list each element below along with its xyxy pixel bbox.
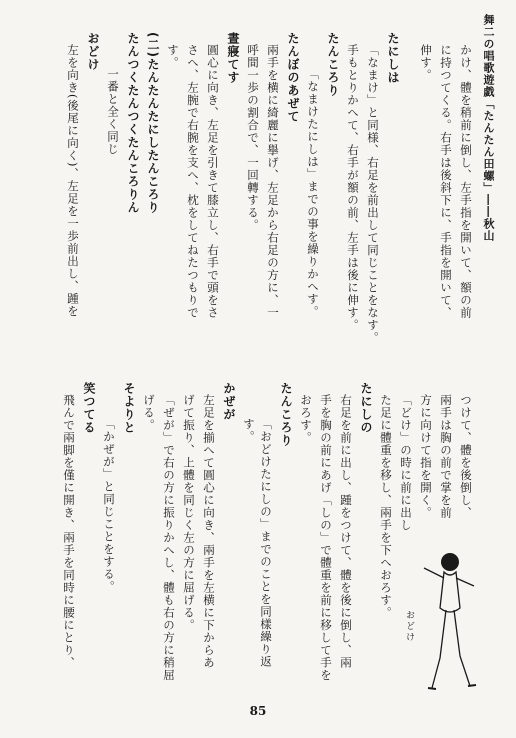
- lower-text-column: おろす。: [299, 394, 313, 444]
- upper-step-heading: たんころり: [326, 32, 340, 97]
- lower-text-column: た足に體重を移し、兩手を下へおろす。: [379, 394, 393, 619]
- upper-text-column: さへ、左腕で右腕を支へ、枕をしてねたつもりで: [186, 44, 200, 319]
- upper-text-column: 伸す。: [419, 44, 433, 82]
- running-head: 舞二の唱歌遊戯「たんたん田螺」――秋山: [482, 14, 495, 242]
- lower-text-column: 「ぜが」で右の方に振りかへし、體も右の方に稍屈: [162, 394, 176, 682]
- lower-step-heading: 笑つてる: [82, 382, 96, 434]
- upper-step-heading: (二)たんたんたにしたんころり: [146, 32, 160, 214]
- lower-text-column: つけて、體を後倒し、: [459, 394, 473, 519]
- upper-text-column: す。: [166, 44, 180, 69]
- lower-step-heading: たにしの: [359, 382, 373, 434]
- lower-text-column: 「かぜが」と同じことをする。: [102, 418, 116, 593]
- page-number: 85: [249, 704, 267, 718]
- upper-text-column: 呼間一歩の割合で、一回轉する。: [246, 44, 260, 232]
- lower-text-column: げて振り、上體を同じく左の方に屈げる。: [182, 394, 196, 632]
- upper-step-heading: たにしは: [386, 32, 400, 84]
- lower-step-heading: かぜが: [222, 382, 236, 421]
- upper-spacer: [404, 32, 414, 372]
- lower-text-column: 兩手は胸の前で掌を前: [439, 394, 453, 519]
- dancing-girl-illustration: [410, 548, 480, 698]
- illustration-caption: おどけ: [404, 610, 414, 643]
- upper-text-column: に持つてくる。右手は後斜下に、手指を開いて、: [439, 44, 453, 319]
- lower-step-heading: そよりと: [122, 382, 136, 434]
- upper-step-heading: たんつくたんつくたんころりん: [126, 32, 140, 214]
- lower-text-column: げる。: [142, 394, 156, 432]
- upper-text-column: 「なまけ」と同様、右足を前出して同じことをなす。: [366, 44, 380, 344]
- upper-text-column: 手もとりかへて、右手が額の前、左手は後に伸す。: [346, 44, 360, 332]
- upper-text-column: 「なまけたにしは」までの事を繰りかへす。: [306, 68, 320, 318]
- lower-text-column: 手を胸の前にあげ「しの」で體重を前に移して手を: [319, 394, 333, 682]
- upper-text-column: 兩手を横に綺麗に擧げ、左足から右足の方に、一: [266, 44, 280, 319]
- lower-text-column: 方に向けて指を開く。: [419, 394, 433, 519]
- upper-text-column: 圓心に向き、左足を引きて膝立し、右手で頭をさ: [206, 44, 220, 319]
- lower-text-column: 左足を揃へて圓心に向き、兩手を左横に下からあ: [202, 394, 216, 669]
- upper-step-heading: たんぼのあぜて: [286, 32, 300, 123]
- upper-text-column: 一番と全く同じ: [106, 68, 120, 156]
- lower-text-column: 「どけ」の時に前に出し: [399, 394, 413, 532]
- upper-step-heading: おどけ: [86, 32, 100, 71]
- lower-step-heading: たんころり: [279, 382, 293, 447]
- upper-step-heading: 晝寢てす: [226, 32, 240, 84]
- lower-text-column: 飛んで兩脚を僅に開き、兩手を同時に腰にとり、: [62, 394, 76, 669]
- upper-text-column: 左を向き(後尾に向く)、左足を一歩前出し、踵を: [66, 44, 80, 318]
- upper-text-column: かけ、體を稍前に倒し、左手指を開いて、額の前: [459, 44, 473, 319]
- lower-text-column: 右足を前に出し、踵をつけて、體を後に倒し、兩: [339, 394, 353, 669]
- upper-text-block: [34, 32, 474, 372]
- lower-text-column: 「おどけたにしの」までのことを同樣繰り返す。: [242, 418, 273, 668]
